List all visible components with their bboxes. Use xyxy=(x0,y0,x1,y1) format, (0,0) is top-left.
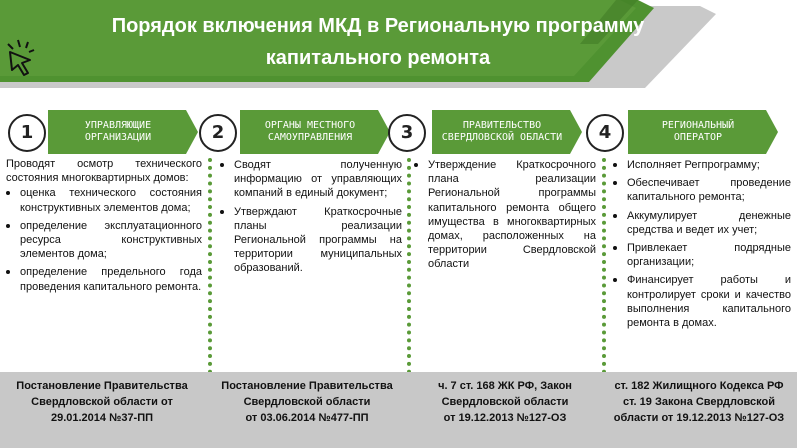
footer-line: ч. 7 ст. 168 ЖК РФ, Закон xyxy=(438,380,572,392)
column-4-body xyxy=(613,157,791,333)
list-item: • определение эксплуатационного ресурса конструктивных элементов дома; xyxy=(20,218,202,262)
column-2-heading-line-1: ОРГАНЫ МЕСТНОГО xyxy=(264,120,356,131)
footer-line: области от 19.12.2013 №127-ОЗ xyxy=(613,412,785,424)
list-item: • Утверждение Краткосрочного плана реализации Региональной программы капитального ремонта общего имущества в многоквартирных домах, расположенных на территории Свердловской области xyxy=(428,157,596,272)
footer-line: ст. 182 Жилищного Кодекса РФ xyxy=(614,380,784,392)
title-line-2: капитального ремонта xyxy=(265,47,491,69)
footer-legal-2 xyxy=(210,378,404,444)
column-1-list xyxy=(6,185,202,293)
column-4-heading-line-2: ОПЕРАТОР xyxy=(673,132,723,143)
footer-legal-3 xyxy=(408,378,602,444)
title-banner xyxy=(0,0,797,96)
title-line-1: Порядок включения МКД в Региональную программу xyxy=(111,15,645,37)
column-1-heading-line-2: ОРГАНИЗАЦИИ xyxy=(84,132,152,143)
column-2-heading xyxy=(240,110,390,154)
column-divider xyxy=(602,158,606,374)
list-item: • Финансирует работы и контролирует сроки и качество выполнения капитального ремонта в домах. xyxy=(627,272,791,330)
footer-line: Свердловской области xyxy=(243,396,371,408)
footer-line: Постановление Правительства xyxy=(221,380,393,392)
footer-legal-1 xyxy=(4,378,200,444)
column-divider xyxy=(208,158,212,374)
column-3-heading-line-2: СВЕРДЛОВСКОЙ ОБЛАСТИ xyxy=(441,132,563,143)
step-number-1: 1 xyxy=(8,114,46,152)
column-1-heading-line-1: УПРАВЛЯЮЩИЕ xyxy=(84,120,152,131)
column-2-heading-line-2: САМОУПРАВЛЕНИЯ xyxy=(267,132,353,143)
column-1-intro: Проводят осмотр технического состояния многоквартирных домов: xyxy=(6,158,202,185)
column-3-list xyxy=(414,157,596,272)
list-item: • определение предельного года проведения капитального ремонта. xyxy=(20,264,202,293)
column-3-body xyxy=(414,157,596,275)
column-divider xyxy=(407,158,411,374)
column-1-body xyxy=(6,157,202,297)
column-1-heading xyxy=(48,110,198,154)
list-item: • Аккумулирует денежные средства и ведет их учет; xyxy=(627,208,791,237)
column-2-body xyxy=(220,157,402,279)
page-title xyxy=(48,10,708,74)
footer-line: ст. 19 Закона Свердловской xyxy=(623,396,775,408)
column-4-heading-line-1: РЕГИОНАЛЬНЫЙ xyxy=(661,120,735,131)
footer-line: от 03.06.2014 №477-ПП xyxy=(245,412,369,424)
column-3-heading-line-1: ПРАВИТЕЛЬСТВО xyxy=(462,120,542,131)
list-item: • Обеспечивает проведение капитального ремонта; xyxy=(627,175,791,204)
footer-line: от 19.12.2013 №127-ОЗ xyxy=(443,412,567,424)
cursor-click-icon xyxy=(4,36,44,80)
footer-legal-4 xyxy=(604,378,794,444)
step-number-2: 2 xyxy=(199,114,237,152)
step-number-4: 4 xyxy=(586,114,624,152)
step-number-3: 3 xyxy=(388,114,426,152)
list-item: • оценка технического состояния конструктивных элементов дома; xyxy=(20,185,202,214)
footer-line: Свердловской области xyxy=(441,396,569,408)
footer-line: Постановление Правительства xyxy=(16,380,188,392)
list-item: • Сводят полученную информацию от управляющих компаний в единый документ; xyxy=(234,157,402,201)
list-item: • Утверждают Краткосрочные планы реализации Региональной программы на территории муниципальных образований. xyxy=(234,204,402,276)
list-item: • Исполняет Регпрограмму; xyxy=(627,157,791,172)
column-3-heading xyxy=(432,110,582,154)
column-4-heading xyxy=(628,110,778,154)
column-4-list xyxy=(613,157,791,330)
footer-line: Свердловской области от xyxy=(31,396,173,408)
column-2-list xyxy=(220,157,402,276)
footer-line: 29.01.2014 №37-ПП xyxy=(50,412,154,424)
list-item: • Привлекает подрядные организации; xyxy=(627,240,791,269)
